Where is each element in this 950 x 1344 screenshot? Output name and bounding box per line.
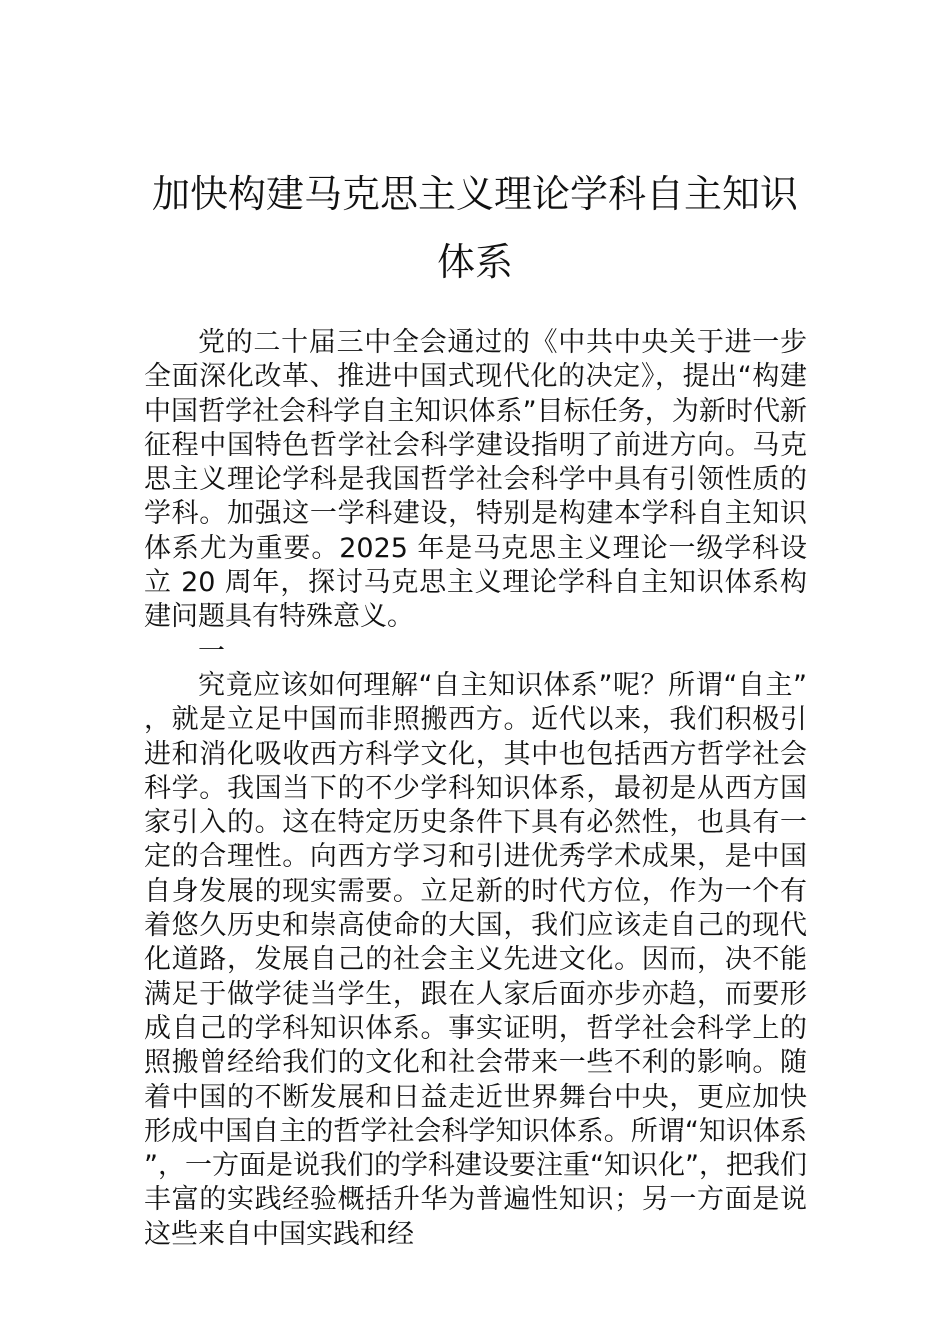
document-body xyxy=(144,326,807,1252)
section-number: 一 xyxy=(198,635,225,667)
document-title: 加快构建马克思主义理论学科自主知识体系 xyxy=(151,172,798,284)
intro-paragraph: 党的二十届三中全会通过的《中共中央关于进一步全面深化改革、推进中国式现代化的决定》，提出“构建中国哲学社会科学自主知识体系”目标任务，为新时代新征程中国特色哲学社会科学建设指明了前进方向。马克思主义理论学科是我国哲学社会科学中具有引领性质的学科。加强这一学科建设，特别是构建本学科自主知识体系尤为重要。2025 年是马克思主义理论一级学科设立 20 周年，探讨马克思主义理论学科自主知识体系构建问题具有特殊意义。 xyxy=(144,327,807,633)
section-paragraph: 究竟应该如何理解“自主知识体系”呢？所谓“自主”，就是立足中国而非照搬西方。近代以来，我们积极引进和消化吸收西方科学文化，其中也包括西方哲学社会科学。我国当下的不少学科知识体系，最初是从西方国家引入的。这在特定历史条件下具有必然性，也具有一定的合理性。向西方学习和引进优秀学术成果，是中国自身发展的现实需要。立足新的时代方位，作为一个有着悠久历史和崇高使命的大国，我们应该走自己的现代化道路，发展自己的社会主义先进文化。因而，决不能满足于做学徒当学生，跟在人家后面亦步亦趋，而要形成自己的学科知识体系。事实证明，哲学社会科学上的照搬曾经给我们的文化和社会带来一些不利的影响。随着中国的不断发展和日益走近世界舞台中央，更应加快形成中国自主的哲学社会科学知识体系。所谓“知识体系”，一方面是说我们的学科建设要注重“知识化”，把我们丰富的实践经验概括升华为普遍性知识；另一方面是说这些来自中国实践和经 xyxy=(144,669,807,1250)
